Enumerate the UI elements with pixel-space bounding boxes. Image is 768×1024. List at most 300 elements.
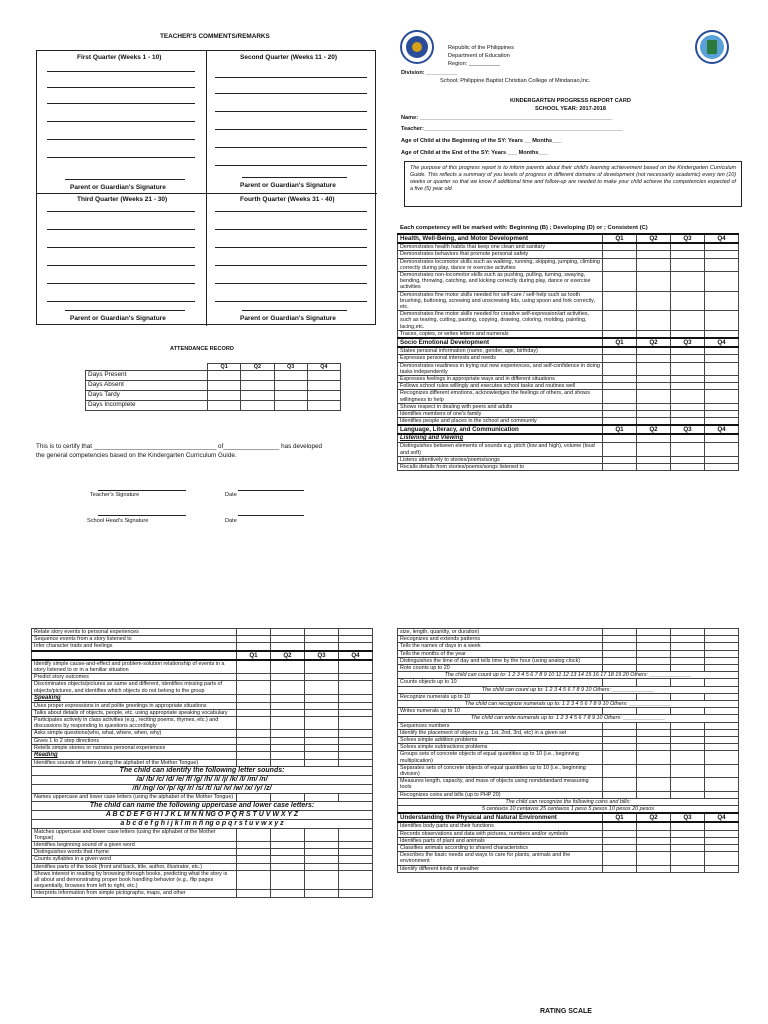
note-row: The child can identify the following letter sounds:	[32, 767, 373, 776]
rating-cell[interactable]	[637, 657, 671, 664]
rating-cell[interactable]	[237, 863, 271, 870]
rating-cell[interactable]	[603, 722, 637, 729]
certify-text-b: the general competencies based on the Kindergarten Curriculum Guide.	[36, 452, 237, 459]
rating-cell[interactable]	[603, 791, 637, 798]
rating-cell[interactable]	[305, 709, 339, 716]
rating-cell[interactable]	[637, 636, 671, 643]
rating-cell[interactable]	[271, 709, 305, 716]
region-text: Region: __________	[448, 61, 500, 67]
rating-cell[interactable]	[671, 729, 705, 736]
rating-cell[interactable]	[305, 842, 339, 849]
rating-cell[interactable]	[237, 674, 271, 681]
rating-cell[interactable]	[271, 856, 305, 863]
rating-cell[interactable]	[603, 729, 637, 736]
rating-cell[interactable]	[705, 418, 739, 426]
rating-cell[interactable]	[271, 759, 305, 766]
rating-cell[interactable]	[705, 751, 739, 764]
competency-row: Solves simple addition problems	[398, 737, 603, 744]
rating-cell[interactable]	[705, 456, 739, 463]
rating-cell[interactable]	[603, 657, 637, 664]
rating-cell[interactable]	[671, 383, 705, 390]
attendance-col: Q4	[307, 364, 340, 371]
rating-cell[interactable]	[603, 347, 637, 355]
rating-cell[interactable]	[637, 693, 671, 700]
rating-cell[interactable]	[237, 636, 271, 643]
rating-cell[interactable]	[305, 870, 339, 890]
rating-cell[interactable]	[637, 355, 671, 362]
rating-cell[interactable]	[705, 791, 739, 798]
rating-cell[interactable]	[671, 845, 705, 852]
rating-cell[interactable]	[237, 828, 271, 841]
rating-cell[interactable]	[237, 709, 271, 716]
competency-row: Tells the months of the year	[398, 650, 603, 657]
rating-cell[interactable]	[603, 837, 637, 844]
rating-cell[interactable]	[705, 403, 739, 410]
rating-cell[interactable]	[603, 629, 637, 636]
rating-cell[interactable]	[237, 849, 271, 856]
rating-cell[interactable]	[637, 251, 671, 258]
rating-cell[interactable]	[305, 636, 339, 643]
rating-cell[interactable]	[637, 744, 671, 751]
rating-cell[interactable]	[671, 650, 705, 657]
rating-cell[interactable]	[305, 660, 339, 674]
rating-cell[interactable]	[603, 852, 637, 865]
rating-cell[interactable]	[603, 410, 637, 417]
rating-cell[interactable]	[671, 463, 705, 470]
rating-cell[interactable]	[305, 794, 339, 801]
competency-row: Recognizes coins and bills (up to PHP 20)	[398, 791, 603, 798]
rating-cell[interactable]	[705, 443, 739, 456]
rating-cell[interactable]	[339, 709, 373, 716]
rating-cell[interactable]	[671, 852, 705, 865]
rating-cell[interactable]	[603, 383, 637, 390]
rating-cell[interactable]	[305, 702, 339, 709]
competency-row: Predict story outcomes	[32, 674, 237, 681]
rating-cell[interactable]	[339, 681, 373, 694]
rating-cell[interactable]	[637, 347, 671, 355]
rating-cell[interactable]	[637, 708, 671, 715]
rating-cell[interactable]	[637, 243, 671, 251]
rating-cell[interactable]	[603, 679, 637, 686]
rating-cell[interactable]	[339, 744, 373, 751]
rating-cell[interactable]	[271, 629, 305, 636]
rating-cell[interactable]	[637, 456, 671, 463]
section-title: Socio Emotional Development	[398, 338, 603, 347]
rating-cell[interactable]	[637, 865, 671, 872]
rating-cell[interactable]	[237, 744, 271, 751]
rating-cell[interactable]	[305, 890, 339, 897]
rating-cell[interactable]	[603, 443, 637, 456]
rating-cell[interactable]	[305, 863, 339, 870]
rating-cell[interactable]	[305, 856, 339, 863]
section-title	[32, 651, 237, 660]
rating-cell[interactable]	[603, 650, 637, 657]
attendance-row: Days Tardy	[86, 391, 208, 401]
rating-cell[interactable]	[637, 443, 671, 456]
rating-cell[interactable]	[637, 629, 671, 636]
rating-cell[interactable]	[237, 643, 271, 651]
rating-cell[interactable]	[305, 849, 339, 856]
rating-cell[interactable]	[237, 717, 271, 730]
legend-text: Each competency will be marked with: Beginning (B) ; Developing (D) or ; Consistent (C)	[400, 225, 648, 231]
deped-text: Department of Education	[448, 53, 510, 59]
rating-cell[interactable]	[603, 355, 637, 362]
rating-cell[interactable]	[271, 636, 305, 643]
rating-cell[interactable]	[637, 403, 671, 410]
purpose-text: The purpose of this progress report is to inform parents about their child's learning achievement based on the Kindergarten Curriculum Guide. This reflects a summary of you levels of progress in different domains of development (not necessarily academic) every ten (10) weeks or quarter so that we know if additional time and follow-up are needed to make your child achieve the competencies expected of a five (5) year old.	[410, 165, 736, 192]
competency-row: Participates actively in class activities (e.g., reciting poems, rhymes, etc.) and discussions by responding to questions accordingly	[32, 717, 237, 730]
rating-cell[interactable]	[671, 657, 705, 664]
rating-cell[interactable]	[671, 822, 705, 830]
rating-cell[interactable]	[603, 751, 637, 764]
rating-cell[interactable]	[705, 679, 739, 686]
competency-row: Demonstrates locomotor skills such as walking, running, skipping, jumping, climbing correctly during play, dance or exercise activities	[398, 258, 603, 271]
rating-cell[interactable]	[603, 291, 637, 311]
rating-cell[interactable]	[705, 657, 739, 664]
rating-cell[interactable]	[339, 828, 373, 841]
rating-cell[interactable]	[603, 830, 637, 837]
rating-cell[interactable]	[603, 418, 637, 426]
rating-cell[interactable]	[705, 729, 739, 736]
rating-cell[interactable]	[705, 347, 739, 355]
rating-cell[interactable]	[637, 778, 671, 791]
rating-cell[interactable]	[671, 665, 705, 672]
rating-cell[interactable]	[671, 764, 705, 777]
rating-cell[interactable]	[339, 890, 373, 897]
rating-cell[interactable]	[603, 330, 637, 338]
rating-cell[interactable]	[637, 845, 671, 852]
rating-cell[interactable]	[705, 643, 739, 650]
quarter-header: Q2	[637, 234, 671, 243]
rating-cell[interactable]	[271, 890, 305, 897]
quarter-header: Q4	[705, 425, 739, 434]
rating-cell[interactable]	[305, 717, 339, 730]
rating-cell[interactable]	[671, 418, 705, 426]
rating-cell[interactable]	[603, 311, 637, 331]
rating-cell[interactable]	[339, 629, 373, 636]
rating-cell[interactable]	[603, 845, 637, 852]
rating-cell[interactable]	[705, 845, 739, 852]
rating-cell[interactable]	[705, 243, 739, 251]
rating-cell[interactable]	[705, 693, 739, 700]
rating-cell[interactable]	[705, 650, 739, 657]
rating-cell[interactable]	[671, 693, 705, 700]
rating-cell[interactable]	[237, 681, 271, 694]
rating-cell[interactable]	[305, 737, 339, 744]
rating-cell[interactable]	[705, 362, 739, 375]
rating-cell[interactable]	[305, 629, 339, 636]
competency-row: Traces, copies, or writes letters and numerals	[398, 330, 603, 338]
rating-cell[interactable]	[705, 251, 739, 258]
rating-cell[interactable]	[671, 751, 705, 764]
rating-cell[interactable]	[637, 330, 671, 338]
rating-cell[interactable]	[271, 674, 305, 681]
competency-row: Demonstrates non-locomotor skills such as pushing, pulling, turning, swaying, bending, throwing, catching, and kicking correctly during play, dance or exercise activities	[398, 271, 603, 291]
rating-cell[interactable]	[339, 674, 373, 681]
rating-cell[interactable]	[705, 852, 739, 865]
rating-cell[interactable]	[603, 243, 637, 251]
rating-cell[interactable]	[637, 258, 671, 271]
rating-cell[interactable]	[237, 730, 271, 737]
school-text: School: Philippine Baptist Christian College of Mindanao,Inc.	[440, 78, 591, 84]
rating-cell[interactable]	[637, 729, 671, 736]
rating-cell[interactable]	[671, 643, 705, 650]
rating-cell[interactable]	[637, 830, 671, 837]
competency-row: Shows respect in dealing with peers and adults	[398, 403, 603, 410]
rating-cell[interactable]	[637, 679, 671, 686]
rating-cell[interactable]	[705, 737, 739, 744]
rating-cell[interactable]	[305, 681, 339, 694]
deped-seal-icon	[400, 30, 434, 64]
rating-cell[interactable]	[603, 456, 637, 463]
rating-cell[interactable]	[237, 737, 271, 744]
rating-cell[interactable]	[237, 856, 271, 863]
rating-cell[interactable]	[671, 443, 705, 456]
note-row: /ñ/ /ng/ /o/ /p/ /q/ /r/ /s/ /t/ /u/ /v/ /w/ /x/ /y/ /z/	[32, 785, 373, 794]
teacher-field: Teacher:________________________________________________________________	[401, 126, 624, 132]
rating-cell[interactable]	[637, 390, 671, 403]
rating-cell[interactable]	[237, 794, 271, 801]
rating-cell[interactable]	[305, 759, 339, 766]
rating-cell[interactable]	[603, 764, 637, 777]
rating-cell[interactable]	[637, 311, 671, 331]
attendance-table	[85, 363, 341, 411]
competency-row: Measures length, capacity, and mass of objects using nondstandard measuring tools	[398, 778, 603, 791]
rating-cell[interactable]	[339, 842, 373, 849]
rating-cell[interactable]	[603, 665, 637, 672]
rating-cell[interactable]	[671, 390, 705, 403]
rating-cell[interactable]	[671, 375, 705, 382]
rating-cell[interactable]	[339, 717, 373, 730]
rating-cell[interactable]	[603, 251, 637, 258]
rating-cell[interactable]	[671, 722, 705, 729]
rating-cell[interactable]	[603, 375, 637, 382]
rating-cell[interactable]	[671, 837, 705, 844]
rating-cell[interactable]	[339, 856, 373, 863]
rating-cell[interactable]	[705, 383, 739, 390]
rating-cell[interactable]	[603, 643, 637, 650]
rating-cell[interactable]	[603, 390, 637, 403]
rating-cell[interactable]	[603, 258, 637, 271]
rating-cell[interactable]	[637, 643, 671, 650]
rating-cell[interactable]	[705, 390, 739, 403]
rating-cell[interactable]	[271, 681, 305, 694]
rating-cell[interactable]	[637, 383, 671, 390]
competency-row: Demonstrates readiness in trying out new experiences, and self-confidence in doing tasks independently	[398, 362, 603, 375]
rating-cell[interactable]	[305, 730, 339, 737]
rating-cell[interactable]	[705, 629, 739, 636]
rating-cell[interactable]	[671, 744, 705, 751]
note-row: The child can count up to: 1 2 3 4 5 6 7 8 9 10 11 12 13 14 15 16 17 18 19 20 Others: ______________	[398, 672, 739, 679]
rating-cell[interactable]	[339, 730, 373, 737]
certify-text-a: This is to certify that ___________________________________ of________________ has developed	[36, 443, 323, 450]
rating-cell[interactable]	[671, 258, 705, 271]
rating-cell[interactable]	[271, 730, 305, 737]
rating-cell[interactable]	[603, 362, 637, 375]
rating-cell[interactable]	[603, 463, 637, 470]
rating-cell[interactable]	[237, 629, 271, 636]
rating-cell[interactable]	[671, 291, 705, 311]
competency-row: Identifies parts of the book (front and back, title, author, illustrator, etc.)	[32, 863, 237, 870]
rating-cell[interactable]	[603, 403, 637, 410]
rating-cell[interactable]	[305, 744, 339, 751]
rating-cell[interactable]	[671, 791, 705, 798]
rating-cell[interactable]	[271, 849, 305, 856]
rating-cell[interactable]	[705, 410, 739, 417]
competency-row: Groups sets of concrete objects of equal quantities up to 10 (i.e., beginning multiplication)	[398, 751, 603, 764]
rating-cell[interactable]	[271, 702, 305, 709]
rating-cell[interactable]	[671, 629, 705, 636]
rating-cell[interactable]	[705, 778, 739, 791]
rating-cell[interactable]	[237, 890, 271, 897]
rating-cell[interactable]	[637, 764, 671, 777]
rating-cell[interactable]	[271, 794, 305, 801]
rating-cell[interactable]	[271, 643, 305, 651]
rating-cell[interactable]	[671, 410, 705, 417]
quarter-header: Q2	[637, 338, 671, 347]
rating-cell[interactable]	[637, 375, 671, 382]
rating-cell[interactable]	[271, 863, 305, 870]
rating-cell[interactable]	[237, 660, 271, 674]
rating-cell[interactable]	[705, 636, 739, 643]
rating-cell[interactable]	[705, 764, 739, 777]
rating-cell[interactable]	[637, 463, 671, 470]
rating-cell[interactable]	[671, 347, 705, 355]
competency-row: Recognize numerals up to 10	[398, 693, 603, 700]
rating-cell[interactable]	[637, 650, 671, 657]
rating-cell[interactable]	[603, 693, 637, 700]
rating-cell[interactable]	[339, 702, 373, 709]
rating-cell[interactable]	[705, 865, 739, 872]
rating-cell[interactable]	[671, 355, 705, 362]
rating-cell[interactable]	[637, 271, 671, 291]
rating-cell[interactable]	[271, 842, 305, 849]
rating-cell[interactable]	[271, 828, 305, 841]
rating-cell[interactable]	[603, 822, 637, 830]
rating-cell[interactable]	[271, 737, 305, 744]
rating-cell[interactable]	[705, 665, 739, 672]
competency-row: Talks about details of objects, people, etc. using appropriate speaking vocabulary	[32, 709, 237, 716]
rating-cell[interactable]	[237, 842, 271, 849]
rating-cell[interactable]	[671, 778, 705, 791]
rating-cell[interactable]	[705, 708, 739, 715]
rating-cell[interactable]	[671, 403, 705, 410]
rating-cell[interactable]	[671, 243, 705, 251]
rating-cell[interactable]	[603, 636, 637, 643]
rating-cell[interactable]	[271, 660, 305, 674]
rating-cell[interactable]	[339, 643, 373, 651]
rating-cell[interactable]	[637, 722, 671, 729]
competency-row: Identifies members of one's family	[398, 410, 603, 417]
rating-cell[interactable]	[603, 737, 637, 744]
rating-cell[interactable]	[271, 870, 305, 890]
attendance-row: Days Incomplete	[86, 401, 208, 411]
rating-cell[interactable]	[237, 702, 271, 709]
rating-cell[interactable]	[305, 674, 339, 681]
rating-cell[interactable]	[603, 271, 637, 291]
rating-cell[interactable]	[705, 355, 739, 362]
rating-cell[interactable]	[339, 737, 373, 744]
rating-cell[interactable]	[637, 737, 671, 744]
rating-cell[interactable]	[705, 822, 739, 830]
rating-cell[interactable]	[637, 822, 671, 830]
rating-cell[interactable]	[705, 330, 739, 338]
rating-cell[interactable]	[305, 643, 339, 651]
rating-cell[interactable]	[339, 636, 373, 643]
rating-cell[interactable]	[603, 865, 637, 872]
rating-cell[interactable]	[637, 837, 671, 844]
rating-cell[interactable]	[671, 830, 705, 837]
competency-table-bottom-left	[31, 628, 373, 898]
rating-cell[interactable]	[237, 759, 271, 766]
rating-cell[interactable]	[603, 778, 637, 791]
quarter-header: Q2	[637, 425, 671, 434]
rating-cell[interactable]	[271, 744, 305, 751]
rating-cell[interactable]	[671, 251, 705, 258]
rating-cell[interactable]	[339, 863, 373, 870]
rating-cell[interactable]	[339, 794, 373, 801]
rating-cell[interactable]	[637, 291, 671, 311]
rating-cell[interactable]	[705, 375, 739, 382]
rating-cell[interactable]	[671, 271, 705, 291]
competency-row: Follows school rules willingly and executes school tasks and routines well	[398, 383, 603, 390]
rating-cell[interactable]	[637, 362, 671, 375]
rating-cell[interactable]	[671, 362, 705, 375]
rating-cell[interactable]	[705, 837, 739, 844]
rating-cell[interactable]	[705, 311, 739, 331]
rating-cell[interactable]	[637, 665, 671, 672]
rating-cell[interactable]	[339, 759, 373, 766]
rating-cell[interactable]	[705, 463, 739, 470]
rating-cell[interactable]	[705, 291, 739, 311]
rating-cell[interactable]	[339, 660, 373, 674]
rating-cell[interactable]	[603, 708, 637, 715]
rating-cell[interactable]	[637, 852, 671, 865]
rating-cell[interactable]	[705, 744, 739, 751]
date-label-2: Date	[225, 518, 237, 524]
rating-cell[interactable]	[271, 717, 305, 730]
rating-cell[interactable]	[671, 865, 705, 872]
quarter-header: Q4	[705, 234, 739, 243]
note-row: /a/ /b/ /c/ /d/ /e/ /f/ /g/ /h/ /i/ /j/ /k/ /l/ /m/ /n/	[32, 776, 373, 785]
rating-cell[interactable]	[339, 870, 373, 890]
rating-cell[interactable]	[705, 271, 739, 291]
rating-cell[interactable]	[671, 737, 705, 744]
rating-cell[interactable]	[637, 410, 671, 417]
rating-cell[interactable]	[671, 456, 705, 463]
rating-cell[interactable]	[671, 679, 705, 686]
rating-cell[interactable]	[339, 849, 373, 856]
rating-cell[interactable]	[637, 418, 671, 426]
quarter-header: Q2	[271, 651, 305, 660]
rating-cell[interactable]	[637, 791, 671, 798]
rating-cell[interactable]	[237, 870, 271, 890]
competency-row: Matches uppercase and lower case letters (using the alphabet of the Mother Tongue)	[32, 828, 237, 841]
rating-cell[interactable]	[705, 258, 739, 271]
rating-cell[interactable]	[305, 828, 339, 841]
rating-cell[interactable]	[705, 830, 739, 837]
rating-cell[interactable]	[637, 751, 671, 764]
rating-cell[interactable]	[671, 708, 705, 715]
rating-cell[interactable]	[671, 330, 705, 338]
rating-cell[interactable]	[671, 636, 705, 643]
rating-cell[interactable]	[705, 722, 739, 729]
competency-row: Recognizes different emotions, acknowledges the feelings of others, and shows willingness to help	[398, 390, 603, 403]
rating-cell[interactable]	[671, 311, 705, 331]
rating-cell[interactable]	[603, 744, 637, 751]
competency-row: Counts syllables in a given word	[32, 856, 237, 863]
competency-row: Identifies sounds of letters (using the alphabet of the Mother Tongue)	[32, 759, 237, 766]
